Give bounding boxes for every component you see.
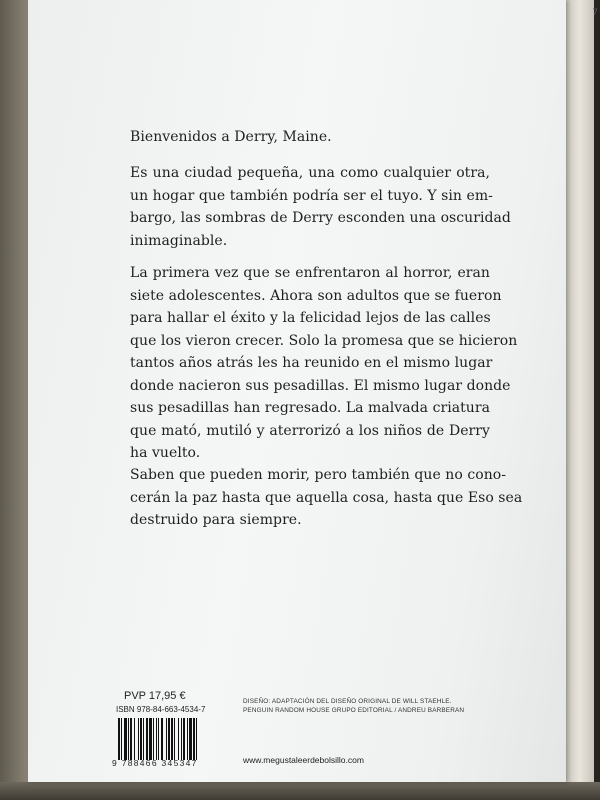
book-spine-edge xyxy=(594,0,600,800)
barcode-bar xyxy=(193,718,195,760)
barcode-bar xyxy=(156,718,157,760)
background-bottom xyxy=(0,782,600,800)
barcode-bar xyxy=(153,718,154,760)
barcode-bar xyxy=(168,718,170,760)
barcode-bar xyxy=(189,718,192,760)
blurb-line: que los vieron crecer. Solo la promesa que se hicieron xyxy=(130,332,518,349)
blurb-line: Bienvenidos a Derry, Maine. xyxy=(130,129,332,145)
blurb-line: un hogar que también podría ser el tuyo. Y sin em- xyxy=(130,187,493,204)
barcode-icon xyxy=(116,718,236,760)
barcode-bar xyxy=(171,718,173,760)
blurb-line: bargo, las sombras de Derry esconden una oscuridad xyxy=(130,210,511,226)
blurb-line: donde nacieron sus pesadillas. El mismo lugar donde xyxy=(130,377,511,394)
blurb-line: Saben que pueden morir, pero también que no cono- xyxy=(130,467,507,483)
price-label: PVP 17,95 € xyxy=(124,690,186,702)
barcode-bar xyxy=(161,718,163,760)
page-corner-mark: 7 xyxy=(592,8,598,18)
barcode-bar xyxy=(134,718,135,760)
blurb-paragraph-4 xyxy=(130,464,523,532)
blurb-line: siete adolescentes. Ahora son adultos que se fueron xyxy=(130,287,502,304)
barcode-digits: 9 788466 345347 xyxy=(112,758,198,768)
barcode-bar xyxy=(146,718,148,760)
barcode-bar xyxy=(178,718,179,760)
blurb-line: La primera vez que se enfrentaron al horror, eran xyxy=(130,265,490,281)
barcode-bar xyxy=(140,718,142,760)
barcode-bar xyxy=(183,718,185,760)
blurb-line: sus pesadillas han regresado. La malvada criatura xyxy=(130,400,491,416)
blurb-paragraph-1 xyxy=(130,126,490,149)
blurb-line: tantos años atrás les ha reunido en el mismo lugar xyxy=(130,355,493,371)
barcode-bar xyxy=(166,718,167,760)
barcode-bar xyxy=(130,718,132,760)
barcode-bar xyxy=(143,718,144,760)
barcode-bar xyxy=(124,718,127,760)
barcode-bar xyxy=(121,718,122,760)
barcode-bar xyxy=(149,718,152,760)
blurb-line: que mató, mutiló y aterrorizó a los niños de Derry xyxy=(130,422,490,439)
book-back-cover xyxy=(28,0,566,782)
credit-line: PENGUIN RANDOM HOUSE GRUPO EDITORIAL / ANDREU BARBERAN xyxy=(243,707,465,714)
blurb-line: destruido para siempre. xyxy=(130,512,302,528)
barcode-bar xyxy=(187,718,188,760)
barcode-bar xyxy=(128,718,129,760)
barcode-bar xyxy=(158,718,159,760)
blurb-line: Es una ciudad pequeña, una como cualquier otra, xyxy=(130,165,490,181)
blurb-line: para hallar el éxito y la felicidad lejos de las calles xyxy=(130,310,491,326)
blurb-line: ha vuelto. xyxy=(130,445,201,461)
barcode-bar xyxy=(138,718,139,760)
isbn-label: ISBN 978-84-663-4534-7 xyxy=(116,705,206,714)
blurb-paragraph-2 xyxy=(130,162,511,252)
credit-line: DISEÑO: ADAPTACIÓN DEL DISEÑO ORIGINAL DE WILL STAEHLE. xyxy=(243,698,452,705)
blurb-line: inimaginable. xyxy=(130,232,228,249)
background-left xyxy=(0,0,28,800)
barcode-bar xyxy=(174,718,175,760)
barcode-bar xyxy=(181,718,182,760)
design-credits xyxy=(243,697,464,715)
barcode-bar xyxy=(118,718,120,760)
publisher-website: www.megustaleerdebolsillo.com xyxy=(243,755,364,765)
blurb-paragraph-3 xyxy=(130,262,518,465)
blurb-line: cerán la paz hasta que aquella cosa, hasta que Eso sea xyxy=(130,489,523,506)
barcode-bar xyxy=(196,718,197,760)
